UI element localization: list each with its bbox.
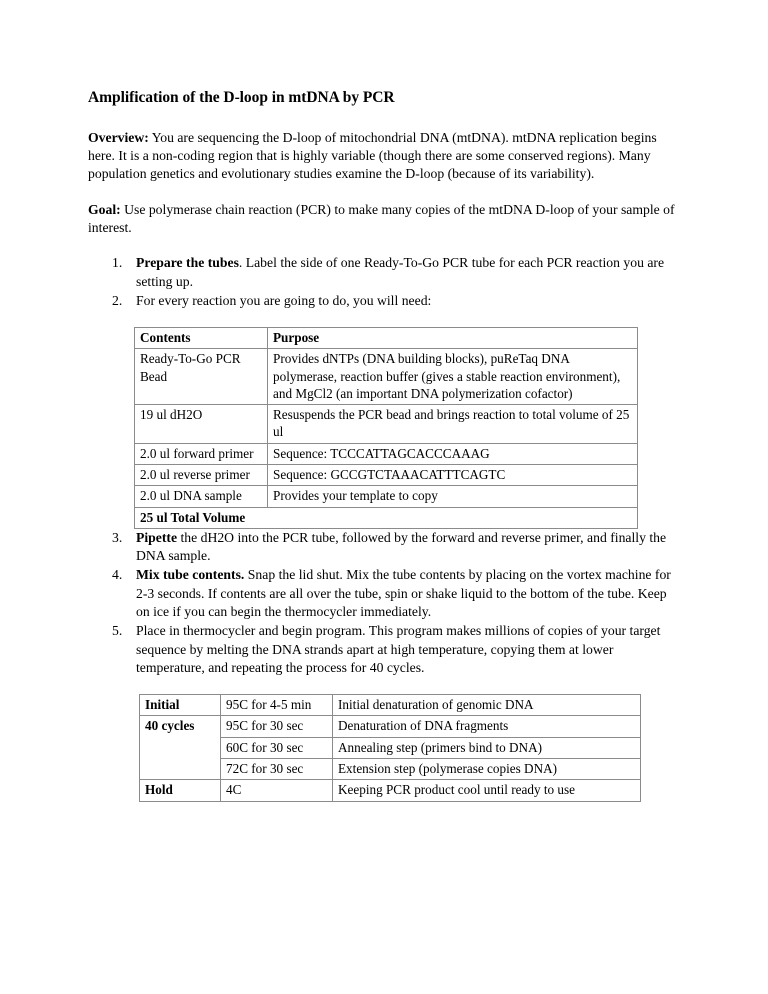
list-item <box>88 292 680 310</box>
goal-paragraph <box>88 201 680 238</box>
table-row <box>135 465 638 486</box>
table-row <box>140 695 641 716</box>
cell-description: Extension step (polymerase copies DNA) <box>333 758 641 779</box>
cell-condition: 72C for 30 sec <box>221 758 333 779</box>
step-strong: Prepare the tubes <box>136 255 239 271</box>
step-text: Place in thermocycler and begin program. This program makes millions of copies of your target sequence by melting the DNA strands apart at high temperature, copying them at lower temperature, and repeating the process for 40 cycles. <box>136 623 661 675</box>
cell-purpose: Provides dNTPs (DNA building blocks), puReTaq DNA polymerase, reaction buffer (gives a stable reaction environment), and MgCl2 (an important DNA polymerization cofactor) <box>268 349 638 405</box>
cycle-table-wrapper <box>139 694 680 801</box>
cell-stage-cycles: 40 cycles <box>140 716 221 780</box>
table-row <box>135 349 638 405</box>
list-item <box>88 566 680 621</box>
step-text: the dH2O into the PCR tube, followed by the forward and reverse primer, and finally the DNA sample. <box>136 529 667 564</box>
cell-description: Annealing step (primers bind to DNA) <box>333 737 641 758</box>
thermocycler-table <box>139 694 641 801</box>
table-row <box>140 716 641 737</box>
cell-description: Initial denaturation of genomic DNA <box>333 695 641 716</box>
page-title: Amplification of the D-loop in mtDNA by PCR <box>88 89 395 106</box>
cell-total-volume: 25 ul Total Volume <box>135 507 638 528</box>
goal-label: Goal: <box>88 201 121 217</box>
reagent-table-wrapper <box>134 327 680 529</box>
cell-condition: 95C for 4-5 min <box>221 695 333 716</box>
cell-contents: 2.0 ul forward primer <box>135 443 268 464</box>
cell-contents: 2.0 ul DNA sample <box>135 486 268 507</box>
table-row <box>135 486 638 507</box>
step-text: For every reaction you are going to do, you will need: <box>136 292 432 308</box>
cell-purpose: Resuspends the PCR bead and brings reaction to total volume of 25 ul <box>268 405 638 444</box>
table-row <box>135 443 638 464</box>
cell-contents: 2.0 ul reverse primer <box>135 465 268 486</box>
cell-stage-hold: Hold <box>140 780 221 801</box>
table-row-total <box>135 507 638 528</box>
list-item <box>88 254 680 291</box>
table-row-header <box>135 328 638 349</box>
cell-description: Keeping PCR product cool until ready to use <box>333 780 641 801</box>
overview-paragraph <box>88 129 680 184</box>
cell-condition: 60C for 30 sec <box>221 737 333 758</box>
overview-text: You are sequencing the D-loop of mitochondrial DNA (mtDNA). mtDNA replication begins here. It is a non-coding region that is highly variable (though there are some conserved regions). Many population genetics and evolutionary studies examine the D-loop (because of its variability). <box>88 129 657 182</box>
table-row <box>140 780 641 801</box>
cell-purpose: Provides your template to copy <box>268 486 638 507</box>
step-text: . Label the side of one Ready-To-Go PCR tube for each PCR reaction you are setting up. <box>136 255 665 289</box>
step-strong: Mix tube contents. <box>136 567 245 583</box>
cell-stage-initial: Initial <box>140 695 221 716</box>
cell-purpose: Sequence: TCCCATTAGCACCCAAAG <box>268 443 638 464</box>
step-text: Snap the lid shut. Mix the tube contents by placing on the vortex machine for 2-3 seconds. If contents are all over the tube, spin or shake liquid to the bottom of the tube. Keep on ice if you can begin the thermocycler immediately. <box>136 567 671 620</box>
column-header-contents: Contents <box>135 328 268 349</box>
table-row <box>135 405 638 444</box>
step-strong: Pipette <box>136 529 178 545</box>
cell-condition: 95C for 30 sec <box>221 716 333 737</box>
column-header-purpose: Purpose <box>268 328 638 349</box>
list-item <box>88 622 680 677</box>
steps-list-part1 <box>88 254 680 310</box>
overview-label: Overview: <box>88 129 149 145</box>
cell-condition: 4C <box>221 780 333 801</box>
goal-text: Use polymerase chain reaction (PCR) to make many copies of the mtDNA D-loop of your sample of interest. <box>88 201 675 235</box>
cell-contents: Ready-To-Go PCR Bead <box>135 349 268 405</box>
steps-list-part2 <box>88 529 680 677</box>
list-item <box>88 529 680 566</box>
cell-description: Denaturation of DNA fragments <box>333 716 641 737</box>
reagent-table <box>134 327 638 529</box>
cell-contents: 19 ul dH2O <box>135 405 268 444</box>
cell-purpose: Sequence: GCCGTCTAAACATTTCAGTC <box>268 465 638 486</box>
